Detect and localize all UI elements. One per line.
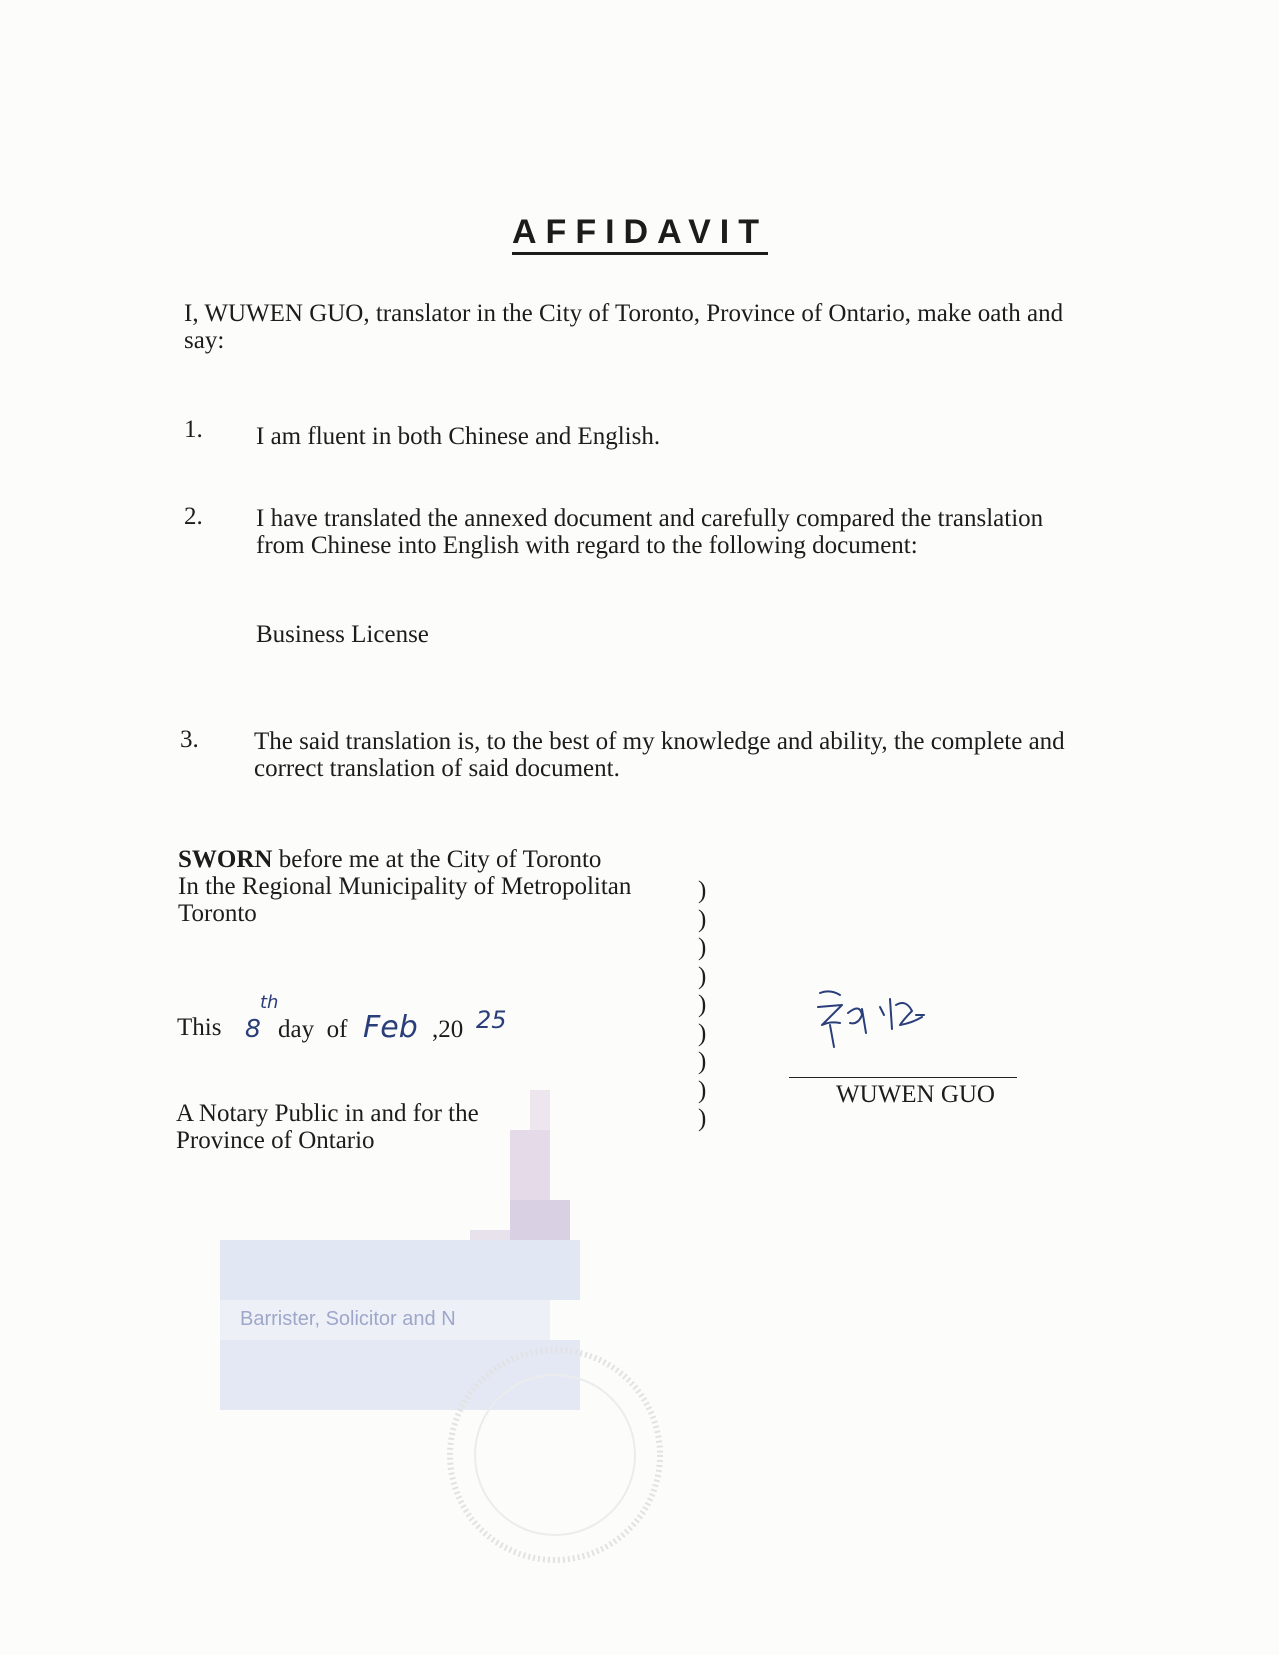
sworn-label: SWORN — [178, 846, 273, 873]
date-this: This — [177, 1014, 222, 1041]
seal-emboss — [430, 1330, 680, 1580]
item-2-line-2: from Chinese into English with regard to the following document: — [256, 532, 918, 559]
item-2-text — [256, 505, 1043, 559]
sworn-line-3: Toronto — [178, 900, 257, 927]
handwritten-day: 8 — [245, 1014, 261, 1043]
item-3-text — [254, 728, 1065, 782]
signature-line — [789, 1077, 1017, 1078]
paren: ) — [698, 991, 707, 1018]
sworn-line-1-rest: before me at the City of Toronto — [272, 846, 602, 873]
item-1-number: 1. — [184, 416, 203, 443]
paren: ) — [698, 1019, 707, 1047]
sworn-block — [178, 846, 631, 927]
sworn-line-2: In the Regional Municipality of Metropolitan — [178, 873, 632, 900]
paren: ) — [698, 962, 707, 990]
item-1-line-1: I am fluent in both Chinese and English. — [256, 423, 661, 450]
sworn-line-1 — [178, 846, 631, 873]
intro-line-1: I, WUWEN GUO, translator in the City of Toronto, Province of Ontario, make oath and — [184, 300, 1064, 327]
handwritten-day-suffix: th — [260, 992, 279, 1013]
parentheses-column — [698, 877, 718, 1134]
paren: ) — [698, 877, 707, 904]
handwritten-month: Feb — [363, 1010, 418, 1045]
notary-line-1: A Notary Public in and for the — [176, 1100, 479, 1127]
item-2-line-1: I have translated the annexed document and carefully compared the translation — [256, 505, 1044, 532]
intro-line-2: say: — [184, 327, 225, 354]
item-2-number: 2. — [184, 503, 203, 530]
intro-paragraph — [184, 300, 1063, 354]
stamp-text-fragment: Barrister, Solicitor and N — [240, 1308, 456, 1330]
document-name: Business License — [256, 621, 429, 648]
date-year-prefix: ,20 — [432, 1016, 464, 1043]
paren: ) — [698, 1048, 707, 1075]
paren: ) — [698, 1105, 707, 1132]
paren: ) — [698, 934, 707, 961]
signer-name: WUWEN GUO — [836, 1081, 995, 1108]
paren: ) — [698, 905, 707, 933]
item-1-text — [256, 423, 660, 450]
signature-image — [800, 985, 970, 1055]
paren: ) — [698, 1076, 707, 1104]
notary-line-2: Province of Ontario — [176, 1127, 375, 1154]
handwritten-year: 25 — [476, 1006, 507, 1034]
document-title: AFFIDAVIT — [512, 212, 768, 255]
item-3-number: 3. — [180, 726, 199, 753]
item-3-line-2: correct translation of said document. — [254, 755, 620, 782]
item-3-line-1: The said translation is, to the best of my knowledge and ability, the complete and — [254, 728, 1065, 755]
date-day-of: day of — [278, 1016, 348, 1043]
